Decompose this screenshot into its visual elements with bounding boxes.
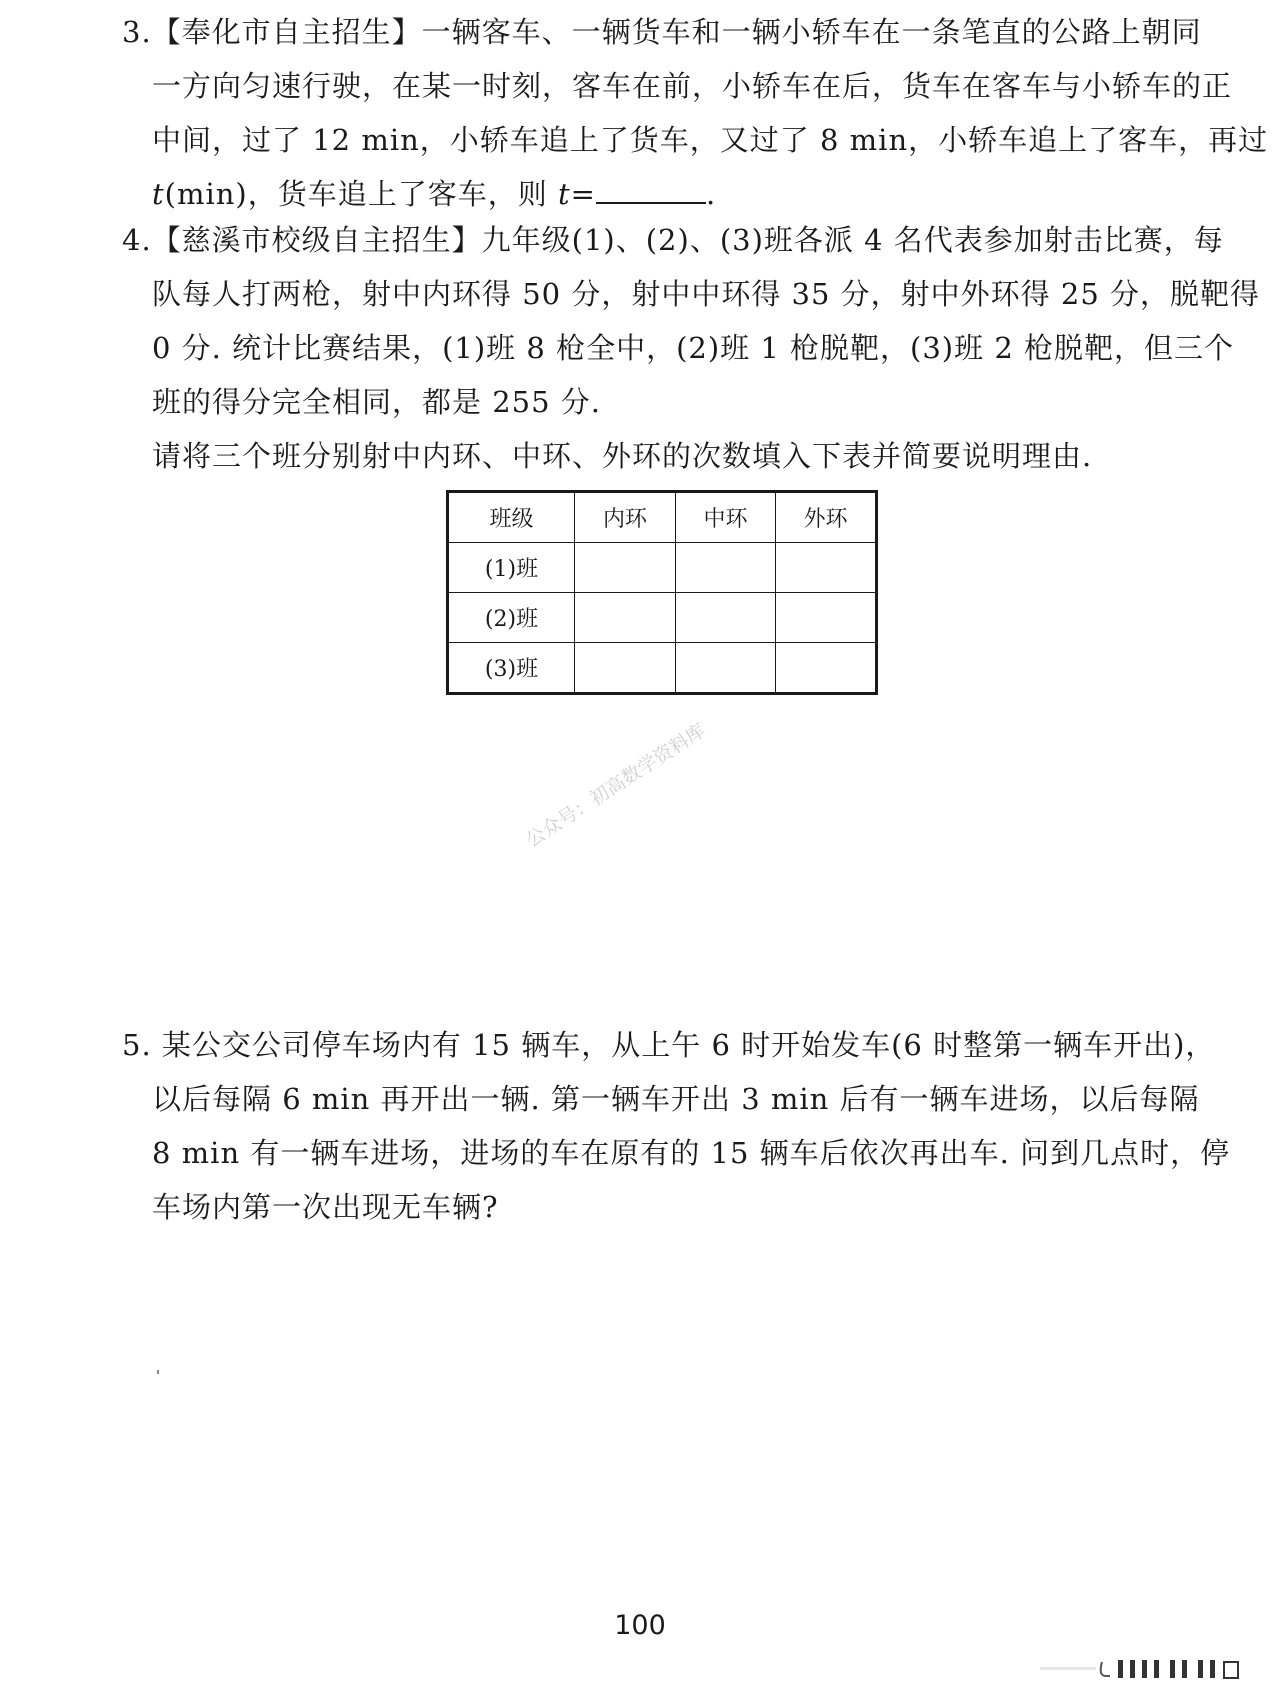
table-cell[interactable] [676,593,776,643]
table-cell[interactable] [776,643,877,694]
watermark: 公众号：初高数学资料库 [522,719,710,852]
problem-3-line-1: 3.【奉化市自主招生】一辆客车、一辆货车和一辆小轿车在一条笔直的公路上朝同 [122,15,1202,49]
equals-sign: = [570,177,596,211]
problem-3-line-2: 一方向匀速行驶，在某一时刻，客车在前，小轿车在后，货车在客车与小轿车的正 [152,69,1233,103]
header-class: 班级 [448,492,575,543]
row-label: (1)班 [448,543,575,593]
table-cell[interactable] [776,593,877,643]
table-cell[interactable] [676,543,776,593]
problem-5-line-3: 8 min 有一辆车进场，进场的车在原有的 15 辆车后依次再出车. 问到几点时，停 [152,1136,1231,1170]
period: . [705,177,717,211]
header-middle-ring: 中环 [676,492,776,543]
problem-4 [122,213,1261,483]
scan-mark-icon [1040,1658,1250,1680]
problem-3 [122,5,1269,221]
table-row [448,543,877,593]
table-cell[interactable] [575,643,676,694]
problem-4-line-5: 请将三个班分别射中内环、中环、外环的次数填入下表并简要说明理由. [152,439,1093,473]
header-inner-ring: 内环 [575,492,676,543]
table-cell[interactable] [575,543,676,593]
header-outer-ring: 外环 [776,492,877,543]
problem-4-line-4: 班的得分完全相同，都是 255 分. [152,385,602,419]
row-label: (3)班 [448,643,575,694]
table-cell[interactable] [676,643,776,694]
problem-5-line-4: 车场内第一次出现无车辆? [152,1190,499,1224]
table-cell[interactable] [776,543,877,593]
problem-4-line-1: 4.【慈溪市校级自主招生】九年级(1)、(2)、(3)班各派 4 名代表参加射击比赛，每 [122,223,1224,257]
table-cell[interactable] [575,593,676,643]
problem-5 [122,1018,1231,1234]
page-number: 100 [614,1610,666,1641]
scan-speck [157,1370,159,1374]
problem-4-line-2: 队每人打两枪，射中内环得 50 分，射中中环得 35 分，射中外环得 25 分，脱靶得 [152,277,1261,311]
problem-5-line-1: 5. 某公交公司停车场内有 15 辆车，从上午 6 时开始发车(6 时整第一辆车开出)， [122,1028,1216,1062]
problem-3-line-4-text: (min)，货车追上了客车，则 [164,177,558,211]
table-header-row [448,492,877,543]
table-row [448,643,877,694]
answer-blank[interactable] [596,168,706,204]
problem-4-line-3: 0 分. 统计比赛结果，(1)班 8 枪全中，(2)班 1 枪脱靶，(3)班 2 枪脱靶，但三个 [152,331,1235,365]
row-label: (2)班 [448,593,575,643]
problem-3-line-3: 中间，过了 12 min，小轿车追上了货车，又过了 8 min，小轿车追上了客车，再过 [152,123,1269,157]
variable-t-2: t [557,177,571,211]
variable-t: t [152,177,165,211]
problem-5-line-2: 以后每隔 6 min 再开出一辆. 第一辆车开出 3 min 后有一辆车进场，以后每隔 [152,1082,1200,1116]
table-row [448,593,877,643]
score-table [446,490,878,695]
